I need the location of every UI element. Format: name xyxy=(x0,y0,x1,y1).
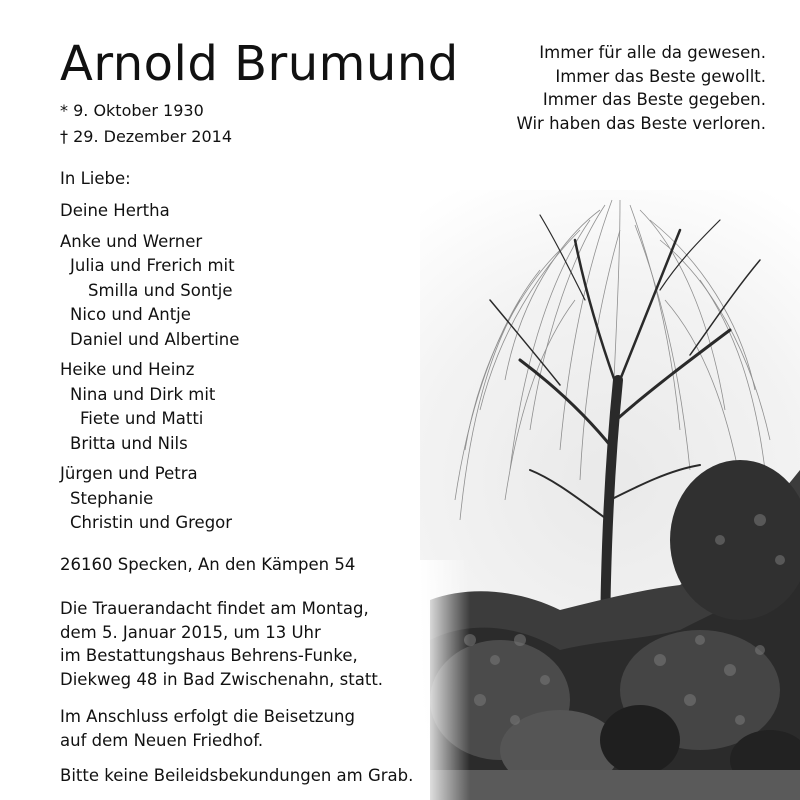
mourner-line: Jürgen und Petra xyxy=(60,464,198,483)
mourner-line: Stephanie xyxy=(70,488,154,508)
burial-info xyxy=(60,705,355,752)
poem-line: Immer das Beste gegeben. xyxy=(542,90,766,109)
mourner-line: Anke und Werner xyxy=(60,231,203,251)
mourner-line: Christin und Gregor xyxy=(70,513,233,532)
condolence-note xyxy=(60,764,413,788)
service-line: Die Trauerandacht findet am Montag, xyxy=(60,599,369,618)
address xyxy=(60,553,355,577)
address-line: 26160 Specken, An den Kämpen 54 xyxy=(60,555,356,574)
service-info xyxy=(60,597,383,691)
mourner-line: Daniel und Albertine xyxy=(70,329,240,349)
burial-line: auf dem Neuen Friedhof. xyxy=(60,730,264,750)
service-line: dem 5. Januar 2015, um 13 Uhr xyxy=(60,622,321,642)
burial-line: Im Anschluss erfolgt die Beisetzung xyxy=(60,707,355,726)
life-dates xyxy=(60,98,232,150)
in-liebe-label: In Liebe: xyxy=(60,169,131,188)
mourner-line: Britta und Nils xyxy=(70,433,188,453)
poem-line: Wir haben das Beste verloren. xyxy=(516,113,766,133)
mourner-line: Fiete und Matti xyxy=(80,409,204,428)
memorial-poem xyxy=(517,41,766,135)
deceased-name: Arnold Brumund xyxy=(60,36,459,92)
poem-line: Immer für alle da gewesen. xyxy=(539,43,766,62)
mourner-line: Nico und Antje xyxy=(70,305,191,324)
service-line: Diekweg 48 in Bad Zwischenahn, statt. xyxy=(60,669,384,689)
mourner-line: Smilla und Sontje xyxy=(88,280,233,300)
mourner-line: Deine Hertha xyxy=(60,201,170,220)
mourner-line: Julia und Frerich mit xyxy=(70,256,235,275)
poem-line: Immer das Beste gewollt. xyxy=(555,66,766,86)
condolence-line: Bitte keine Beileidsbekundungen am Grab. xyxy=(60,766,414,785)
service-line: im Bestattungshaus Behrens-Funke, xyxy=(60,646,358,665)
mourner-line: Heike und Heinz xyxy=(60,360,195,379)
mourner-line: Nina und Dirk mit xyxy=(70,384,216,404)
birth-date: * 9. Oktober 1930 xyxy=(60,101,204,120)
death-date: † 29. Dezember 2014 xyxy=(60,127,232,146)
mourners-list xyxy=(60,169,239,536)
